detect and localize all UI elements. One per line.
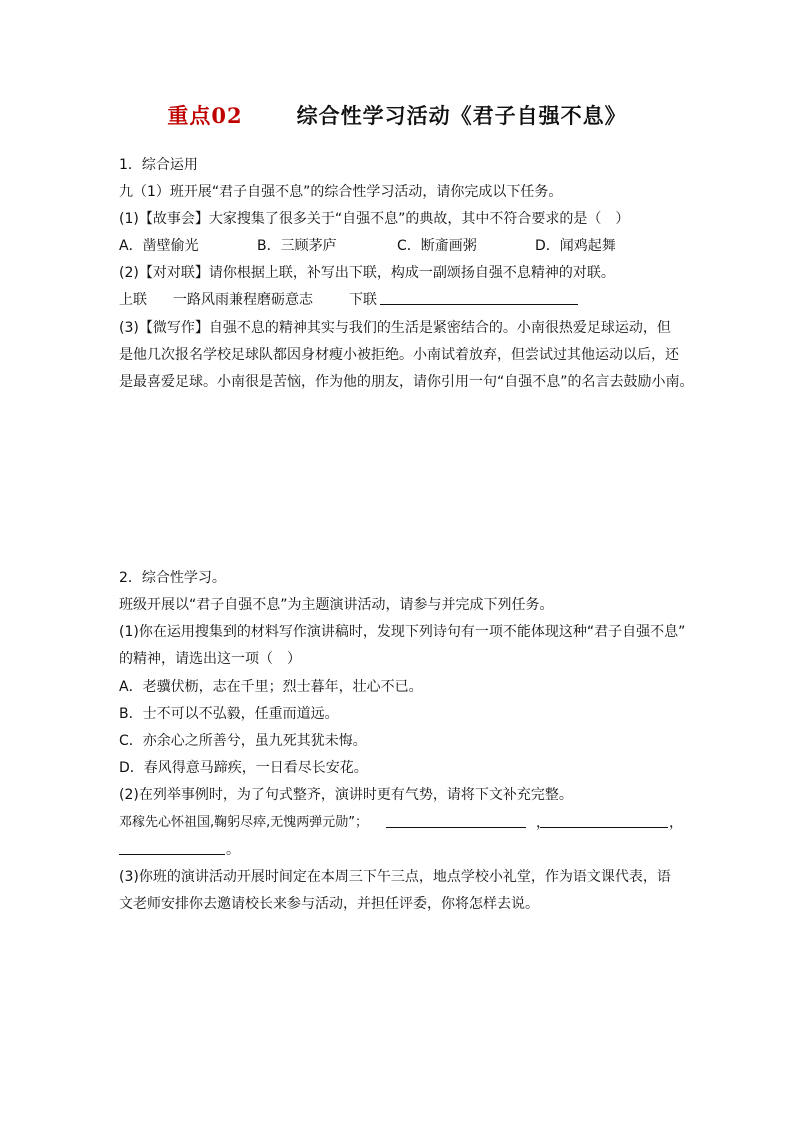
q2-fill-blank-2 — [540, 813, 668, 834]
q1-option-c: C．断齑画粥 — [397, 238, 477, 254]
q1-intro: 九（1）班开展“君子自强不息”的综合性学习活动，请你完成以下任务。 — [119, 184, 563, 200]
q2-fill-comma-1: ， — [536, 815, 550, 831]
q1-number: 1．综合运用 — [119, 157, 198, 173]
q2-fill-blank-1 — [386, 813, 526, 834]
q2-fill-text: 邓稼先心怀祖国,鞠躬尽瘁,无愧两弹元勋”； — [119, 815, 368, 830]
q2-fill-comma-2: ， — [669, 815, 683, 831]
q1-part3-line2: 是他几次报名学校足球队都因身材瘦小被拒绝。小南试着放弃，但尝试过其他运动以后，还 — [119, 347, 679, 363]
q2-part3-line1: (3)你班的演讲活动开展时间定在本周三下午三点，地点学校小礼堂，作为语文课代表，语 — [119, 869, 671, 885]
q2-fill-period: 。 — [226, 842, 240, 858]
q1-lower-blank — [380, 290, 578, 311]
q1-option-d: D．闻鸡起舞 — [535, 238, 616, 254]
q2-option-c: C．亦余心之所善兮，虽九死其犹未悔。 — [119, 733, 367, 749]
q2-option-b: B．士不可以不弘毅，任重而道远。 — [119, 706, 339, 722]
q1-upper-label: 上联 — [119, 292, 147, 308]
q2-intro: 班级开展以“君子自强不息”为主题演讲活动，请参与并完成下列任务。 — [119, 597, 554, 613]
q1-part3-line3: 是最喜爱足球。小南很是苦恼，作为他的朋友，请你引用一句“自强不息”的名言去鼓励小南。 — [119, 374, 694, 390]
title-badge: 重点02 — [167, 103, 243, 128]
q2-number: 2．综合性学习。 — [119, 570, 226, 586]
q1-part2: (2)【对对联】请你根据上联，补写出下联，构成一副颂扬自强不息精神的对联。 — [119, 265, 615, 281]
q2-part3-line2: 文老师安排你去邀请校长来参与活动，并担任评委，你将怎样去说。 — [119, 896, 539, 912]
q2-option-a: A．老骥伏枥，志在千里；烈士暮年，壮心不已。 — [119, 679, 423, 695]
q2-option-d: D．春风得意马蹄疾，一日看尽长安花。 — [119, 760, 368, 776]
page-title — [0, 100, 794, 130]
q1-option-a: A．凿壁偷光 — [119, 238, 199, 254]
q1-option-b: B．三顾茅庐 — [257, 238, 337, 254]
q1-part1: (1)【故事会】大家搜集了很多关于“自强不息”的典故，其中不符合要求的是（ ） — [119, 211, 630, 227]
q1-part3-line1: (3)【微写作】自强不息的精神其实与我们的生活是紧密结合的。小南很热爱足球运动，但 — [119, 320, 671, 336]
q2-part1-line2: 的精神，请选出这一项（ ） — [119, 651, 301, 667]
q1-lower-label: 下联 — [349, 292, 377, 308]
q1-upper-text: 一路风雨兼程磨砺意志 — [173, 292, 313, 308]
q2-part2: (2)在列举事例时，为了句式整齐，演讲时更有气势，请将下文补充完整。 — [119, 787, 573, 803]
q2-part1-line1: (1)你在运用搜集到的材料写作演讲稿时，发现下列诗句有一项不能体现这种“君子自强不息” — [119, 624, 686, 640]
title-heading: 综合性学习活动《君子自强不息》 — [296, 103, 627, 128]
q2-fill-blank-3 — [119, 840, 225, 861]
